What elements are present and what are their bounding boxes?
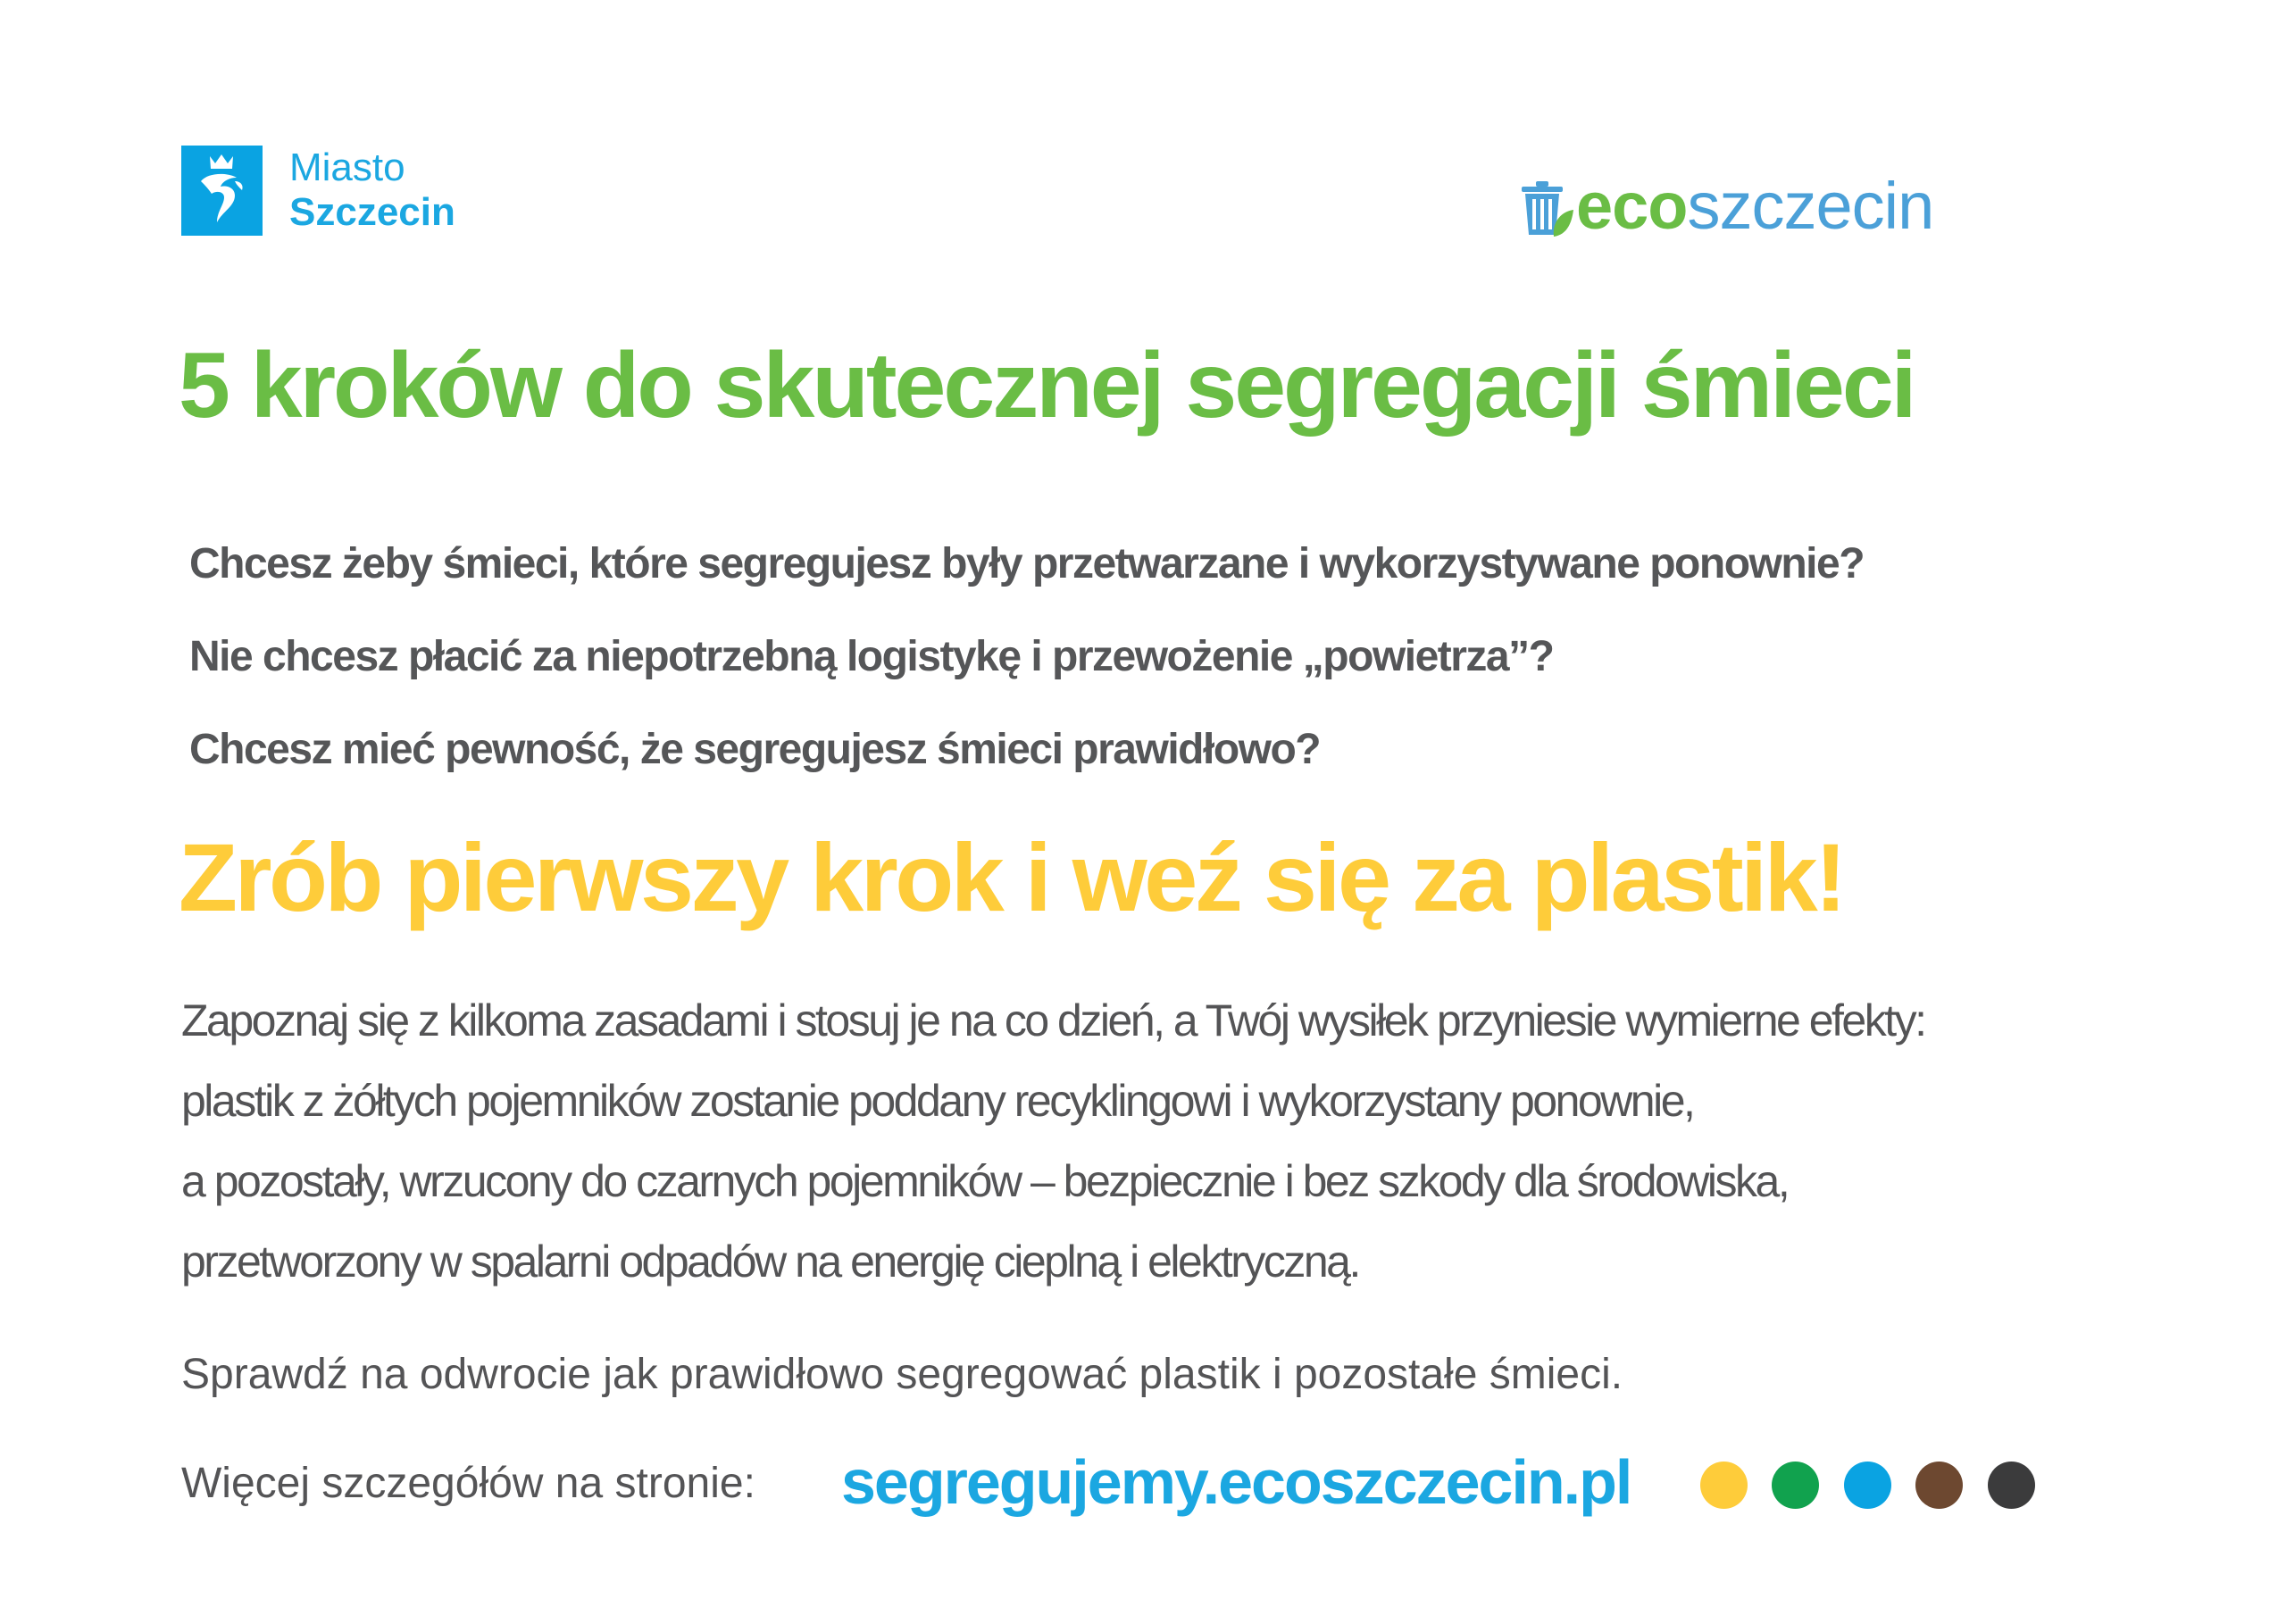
szczecin-griffin-icon (181, 146, 263, 236)
ecoszczecin-wordmark (1576, 171, 1933, 242)
body-paragraph (181, 980, 2190, 1302)
trash-bin-leaf-icon (1518, 179, 1573, 238)
brown-bin-dot (1915, 1462, 1963, 1509)
check-back-note: Sprawdź na odwrocie jak prawidłowo segregować plastik i pozostałe śmieci. (181, 1351, 1623, 1398)
blue-bin-dot (1844, 1462, 1891, 1509)
city-name-line1: Miasto (289, 146, 405, 189)
ecoszczecin-logo (1518, 169, 2072, 247)
question-1: Chcesz żeby śmieci, które segregujesz były przetwarzane i wykorzystywane ponownie? (189, 540, 1865, 587)
body-line-1: Zapoznaj się z kilkoma zasadami i stosuj je na co dzień, a Twój wysiłek przyniesie wymierne efekty: (181, 995, 1925, 1045)
city-name-line2: Szczecin (289, 190, 455, 234)
black-bin-dot (1988, 1462, 2035, 1509)
green-bin-dot (1772, 1462, 1819, 1509)
yellow-bin-dot (1700, 1462, 1748, 1509)
call-to-action: Zrób pierwszy krok i weź się za plastik! (179, 823, 1844, 931)
website-link[interactable]: segregujemy.ecoszczecin.pl (841, 1447, 1631, 1517)
headline: 5 kroków do skutecznej segregacji śmieci (179, 334, 1915, 437)
body-line-2: plastik z żółtych pojemników zostanie poddany recyklingowi i wykorzystany ponownie, (181, 1076, 1694, 1126)
more-info-label: Więcej szczegółów na stronie: (181, 1460, 755, 1507)
eco-word-blue: szczecin (1687, 169, 1934, 243)
questions-list (189, 518, 2154, 796)
question-3: Chcesz mieć pewność, że segregujesz śmieci prawidłowo? (189, 726, 1321, 773)
eco-word-green: eco (1576, 169, 1688, 243)
body-line-3: a pozostały, wrzucony do czarnych pojemników – bezpiecznie i bez szkody dla środowiska, (181, 1156, 1789, 1206)
city-logo (181, 146, 485, 244)
body-line-4: przetworzony w spalarni odpadów na energię cieplną i elektryczną. (181, 1237, 1359, 1287)
question-2: Nie chcesz płacić za niepotrzebną logistykę i przewożenie „powietrza”? (189, 633, 1554, 680)
